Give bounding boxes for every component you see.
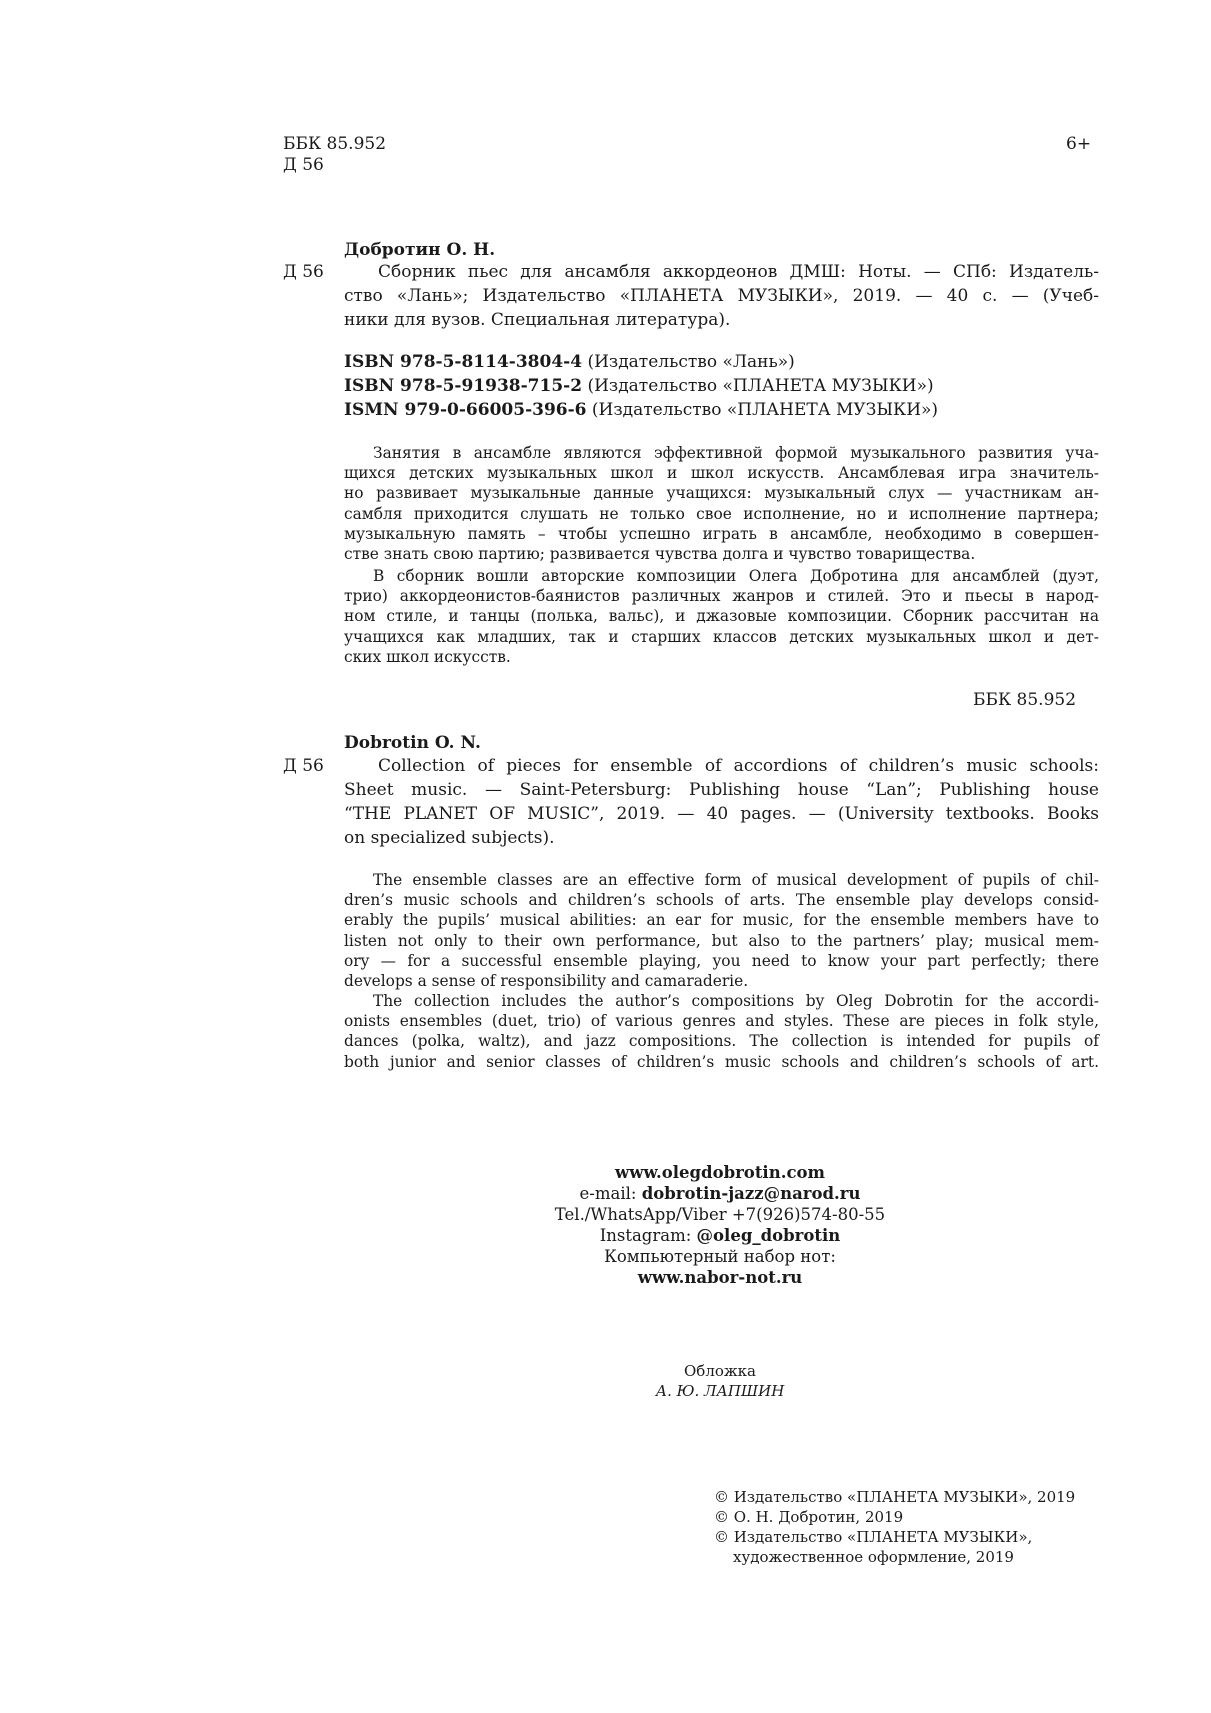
copyright-line: © Издательство «ПЛАНЕТА МУЗЫКИ», 2019	[714, 1488, 1076, 1506]
isbn-1-code: ISBN 978-5-8114-3804-4	[344, 352, 583, 372]
copyright-line: © Издательство «ПЛАНЕТА МУЗЫКИ»,	[714, 1528, 1033, 1546]
email-line	[500, 1183, 940, 1204]
ru-abstract-p1-line: но развивает музыкальные данные учащихся: музыкальный слух — участникам ан-	[344, 484, 1099, 503]
copyright-block	[714, 1487, 1075, 1567]
ismn	[344, 400, 938, 421]
ru-desc-line-3: ники для вузов. Специальная литература).	[344, 310, 731, 330]
ru-abstract-p1-line: музыкальную память – чтобы успешно играть в ансамбле, необходимо в совершен-	[344, 524, 1099, 543]
ismn-code: ISMN 979-0-66005-396-6	[344, 400, 587, 420]
ru-author: Добротин О. Н.	[344, 240, 496, 260]
header-index: Д 56	[283, 155, 324, 175]
en-abstract-p1-line: listen not only to their own performance, but also to the partners’ play; musical mem-	[344, 931, 1099, 950]
en-abstract-p1-line: dren’s music schools and children’s schools of arts. The ensemble play develops consid-	[344, 891, 1099, 910]
en-abstract-p1	[344, 870, 1099, 991]
instagram-label: Instagram:	[599, 1226, 697, 1245]
ru-abstract-p1	[344, 443, 1099, 564]
en-abstract-p2-line: The collection includes the author’s compositions by Oleg Dobrotin for the accordi-	[373, 992, 1099, 1010]
isbn-2	[344, 376, 934, 397]
en-abstract-p1-line: erably the pupils’ musical abilities: an ear for music, for the ensemble members have to	[344, 911, 1099, 930]
header-bbk: ББК 85.952	[283, 134, 387, 154]
ru-desc-line-2: ство «Лань»; Издательство «ПЛАНЕТА МУЗЫКИ», 2019. — 40 с. — (Учеб-	[344, 286, 1099, 306]
ru-abstract-p2-line: ном стиле, и танцы (полька, вальс), и джазовые композиции. Сборник рассчитан на	[344, 607, 1099, 626]
ru-abstract-p1-line: Занятия в ансамбле являются эффективной формой музыкального развития уча-	[373, 444, 1099, 462]
ru-abstract-p2-line: учащихся как младших, так и старших классов детских музыкальных школ и дет-	[344, 627, 1099, 646]
en-desc-line-3: “THE PLANET OF MUSIC”, 2019. — 40 pages. — (University textbooks. Books	[344, 804, 1099, 824]
ru-abstract-p1-line: щихся детских музыкальных школ и школ искусств. Ансамблевая игра значитель-	[344, 464, 1099, 483]
cover-credit	[600, 1361, 840, 1401]
copyright-line: художественное оформление, 2019	[733, 1548, 1014, 1566]
website-link[interactable]: www.olegdobrotin.com	[615, 1163, 825, 1182]
en-abstract-p2-line: both junior and senior classes of children’s music schools and children’s schools of art.	[344, 1052, 1099, 1071]
ru-abstract-p1-line: самбля приходится слушать не только свое исполнение, но и исполнение партнера;	[344, 504, 1099, 523]
typesetting-label: Компьютерный набор нот:	[604, 1247, 836, 1266]
en-desc-line-1: Collection of pieces for ensemble of accordions of children’s music schools:	[378, 756, 1099, 776]
en-abstract-p2-line: onists ensembles (duet, trio) of various genres and styles. These are pieces in folk style,	[344, 1012, 1099, 1031]
ru-index: Д 56	[283, 262, 324, 282]
en-desc-line-2: Sheet music. — Saint-Petersburg: Publishing house “Lan”; Publishing house	[344, 780, 1099, 800]
contacts-block	[500, 1162, 940, 1288]
email-link[interactable]: dobrotin-jazz@narod.ru	[641, 1184, 861, 1203]
en-abstract-p1-line: ory — for a successful ensemble playing, you need to know your part perfectly; there	[344, 951, 1099, 970]
age-rating: 6+	[1066, 134, 1092, 154]
cover-artist: А. Ю. ЛАПШИН	[655, 1382, 785, 1400]
en-abstract-p1-line: The ensemble classes are an effective form of musical development of pupils of chil-	[373, 871, 1099, 889]
isbn-1	[344, 352, 795, 373]
isbn-1-publisher: (Издательство «Лань»)	[582, 352, 795, 372]
instagram-line	[500, 1225, 940, 1246]
en-index: Д 56	[283, 756, 324, 776]
isbn-2-code: ISBN 978-5-91938-715-2	[344, 376, 583, 396]
en-abstract-p1-line: develops a sense of responsibility and camaraderie.	[344, 972, 749, 991]
en-abstract-p2	[344, 991, 1099, 1072]
typesetting-link[interactable]: www.nabor-not.ru	[637, 1268, 803, 1287]
en-desc-line-4: on specialized subjects).	[344, 828, 555, 848]
ru-abstract-p2-line: трио) аккордеонистов-баянистов различных жанров и стилей. Это и пьесы в народ-	[344, 587, 1099, 606]
ru-abstract-p2-line: В сборник вошли авторские композиции Олега Добротина для ансамблей (дуэт,	[373, 567, 1099, 585]
ru-abstract-p2-line: ских школ искусств.	[344, 647, 511, 666]
ru-desc-line-1: Сборник пьес для ансамбля аккордеонов ДМШ: Ноты. — СПб: Издатель-	[378, 262, 1099, 282]
en-author: Dobrotin O. N.	[344, 733, 481, 753]
cover-label: Обложка	[683, 1362, 756, 1380]
email-label: e-mail:	[579, 1184, 642, 1203]
isbn-2-publisher: (Издательство «ПЛАНЕТА МУЗЫКИ»)	[582, 376, 934, 396]
ru-abstract-p2	[344, 566, 1099, 667]
en-abstract-p2-line: dances (polka, waltz), and jazz compositions. The collection is intended for pupils of	[344, 1032, 1099, 1051]
ismn-publisher: (Издательство «ПЛАНЕТА МУЗЫКИ»)	[586, 400, 939, 420]
copyright-line: © О. Н. Добротин, 2019	[714, 1508, 904, 1526]
instagram-handle[interactable]: @oleg_dobrotin	[696, 1226, 841, 1245]
phone-line: Tel./WhatsApp/Viber +7(926)574-80-55	[554, 1205, 886, 1224]
ru-bbk: ББК 85.952	[973, 690, 1077, 710]
ru-abstract-p1-line: стве знать свою партию; развивается чувства долга и чувство товарищества.	[344, 545, 976, 564]
